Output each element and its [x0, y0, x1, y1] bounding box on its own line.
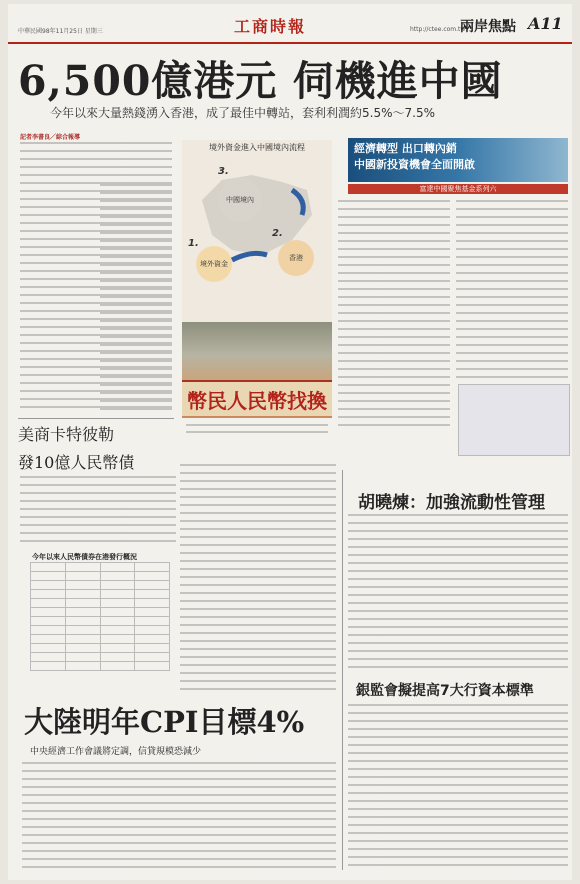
middle-body-text	[180, 464, 336, 694]
main-byline: 記者李書良／綜合報導	[20, 134, 81, 141]
side-headline-line1: 美商卡特彼勒	[18, 425, 115, 444]
ad-headline-1: 經濟轉型 出口轉內銷	[354, 142, 457, 155]
ad-headline-2: 中國新投資機會全面開啟	[354, 158, 475, 171]
page-number: A11	[528, 14, 563, 33]
arrow-to-hk	[232, 253, 267, 260]
node-offshore-funds: 境外資金	[196, 246, 232, 282]
ad-chart-image	[458, 384, 570, 456]
bank-body-text	[348, 704, 568, 870]
side-body-text	[20, 476, 176, 546]
cpi-headline: 大陸明年CPI目標4%	[24, 705, 305, 739]
column-divider	[342, 470, 343, 870]
main-body-text-col2	[100, 184, 172, 410]
node-hong-kong: 香港	[278, 240, 314, 276]
issue-date: 中華民國98年11月25日 星期三	[18, 28, 103, 35]
money-changer-photo	[182, 322, 332, 418]
ad-body-text	[338, 200, 450, 428]
side-headline-line2: 發10億人民幣債	[18, 453, 135, 472]
paper-masthead: 工商時報	[234, 17, 307, 36]
hu-headline: 胡曉煉：加強流動性管理	[358, 493, 545, 513]
divider	[18, 418, 174, 419]
bank-headline: 銀監會擬提高7大行資本標準	[356, 683, 534, 699]
paper-url: http://ctee.com.tw	[410, 26, 466, 33]
infographic-title: 境外資金進入中國境內流程	[209, 143, 305, 152]
bond-table-title: 今年以來人民幣債券在港發行概況	[32, 553, 137, 561]
cpi-body-text	[22, 762, 336, 872]
capital-flow-infographic	[182, 140, 332, 350]
hu-body-text	[348, 514, 568, 674]
photo-caption	[186, 424, 328, 438]
step-2-label: 2.	[272, 228, 283, 239]
cpi-subhead: 中央經濟工作會議將定調，信貸規模恐減少	[30, 747, 202, 757]
step-1-label: 1.	[188, 238, 199, 249]
page-header	[8, 14, 572, 44]
photo-shop-sign: 幣民人民幣找換	[182, 380, 332, 416]
newspaper-page	[8, 4, 572, 880]
node-inner-china: 中國境內	[218, 178, 262, 222]
bond-issuance-table	[30, 562, 170, 671]
section-name: 兩岸焦點	[460, 19, 516, 35]
main-subhead: 今年以來大量熱錢湧入香港，成了最佳中轉站，套利利潤約5.5%～7.5%	[50, 106, 435, 120]
step-3-label: 3.	[218, 166, 229, 177]
fund-advertisement[interactable]	[348, 138, 568, 182]
ad-body-text-col2	[456, 200, 568, 380]
ad-strip: 富達中國聚焦基金系列六	[348, 184, 568, 194]
main-headline: 6,500億港元 伺機進中國	[18, 57, 503, 105]
